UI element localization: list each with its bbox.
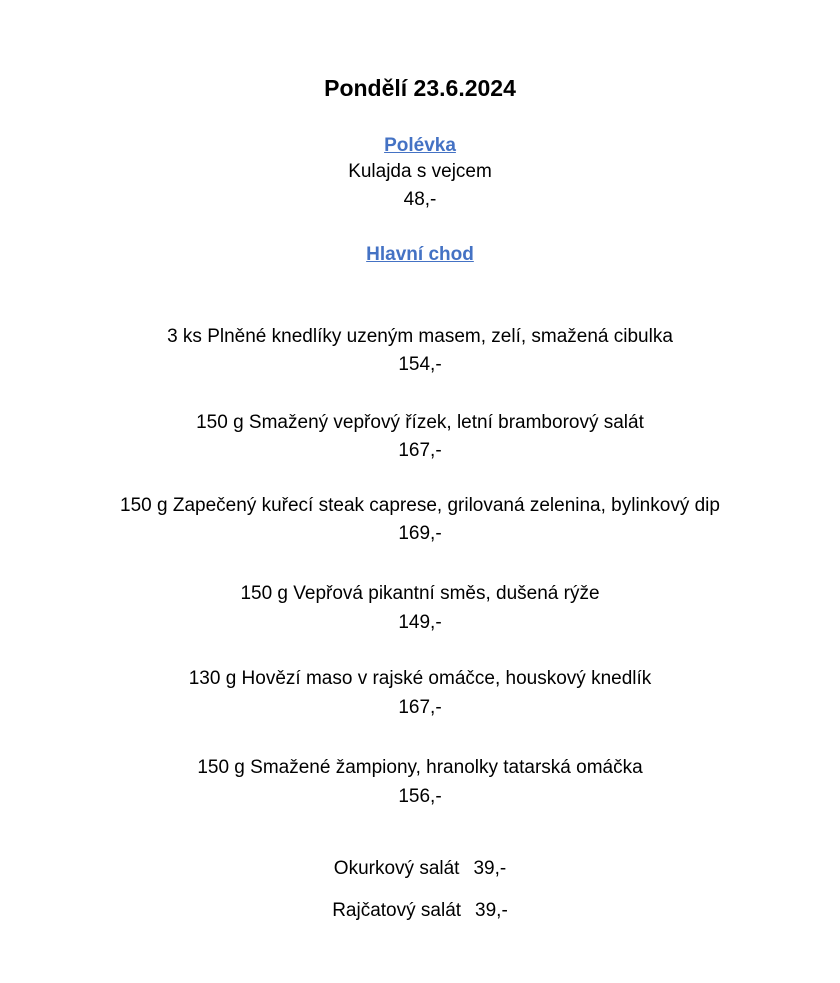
main-item-price: 156,-: [398, 786, 442, 807]
main-heading: Hlavní chod: [366, 244, 474, 265]
main-section: [0, 243, 840, 267]
main-item-price: 167,-: [398, 440, 442, 461]
side-item: [0, 899, 840, 923]
soup-heading: Polévka: [384, 135, 456, 156]
soup-section: [0, 134, 840, 158]
main-item-name: 3 ks Plněné knedlíky uzeným masem, zelí, smažená cibulka: [167, 326, 673, 347]
main-item-name: 150 g Vepřová pikantní směs, dušená rýže: [240, 583, 600, 604]
main-item-name: 150 g Zapečený kuřecí steak caprese, grilovaná zelenina, bylinkový dip: [120, 495, 720, 516]
main-item-price: 149,-: [398, 612, 442, 633]
soup-name: Kulajda s vejcem: [348, 161, 492, 182]
main-item-price: 154,-: [398, 354, 442, 375]
main-item-price: 169,-: [398, 523, 442, 544]
main-item-name: 130 g Hovězí maso v rajské omáčce, houskový knedlík: [188, 668, 652, 689]
side-item-price: 39,-: [475, 900, 508, 921]
main-item-name: 150 g Smažené žampiony, hranolky tatarská omáčka: [197, 757, 643, 778]
page-title: Pondělí 23.6.2024: [324, 75, 516, 101]
side-item-price: 39,-: [473, 858, 507, 879]
side-item-name: Rajčatový salát: [332, 900, 462, 921]
main-item-name: 150 g Smažený vepřový řízek, letní bramborový salát: [196, 412, 644, 433]
main-item-price: 167,-: [398, 697, 442, 718]
side-item-name: Okurkový salát: [333, 858, 460, 879]
side-item: [0, 857, 840, 881]
soup-price: 48,-: [403, 189, 437, 210]
